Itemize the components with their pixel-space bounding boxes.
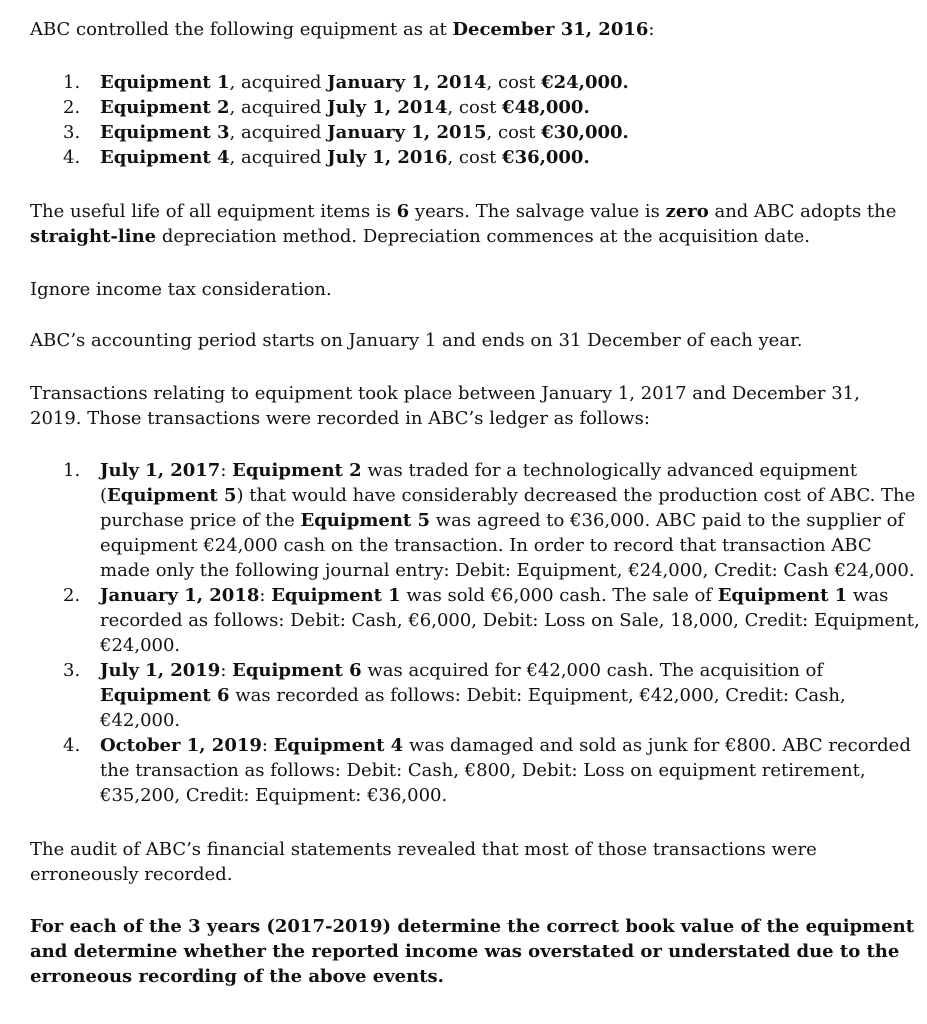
- transaction-item: 1. July 1, 2017: Equipment 2 was traded for a technologically advanced equipment (Equipment 5) that would have considerably decreased the production cost of ABC. The purchase price of the Equipment 5 was agreed to €36,000. ABC paid to the supplier of equipment €24,000 cash on the transaction. In order to record that transaction ABC made only the following journal entry: Debit: Equipment, €24,000, Credit: Cash €24,000.: [63, 460, 916, 581]
- transactions-intro: Transactions relating to equipment took place between January 1, 2017 and December 31, 2019. Those transactions were recorded in ABC’s ledger as follows:: [30, 383, 860, 429]
- intro-paragraph: ABC controlled the following equipment as at December 31, 2016:: [30, 19, 655, 40]
- transaction-item: 4. October 1, 2019: Equipment 4 was damaged and sold as junk for €800. ABC recorded the transaction as follows: Debit: Cash, €800, Debit: Loss on equipment retirement, €35,200, Credit: Equipment: €36,000.: [63, 735, 911, 806]
- transaction-item: 3. July 1, 2019: Equipment 6 was acquired for €42,000 cash. The acquisition of Equipment 6 was recorded as follows: Debit: Equipment, €42,000, Credit: Cash, €42,000.: [63, 660, 846, 731]
- question-paragraph: For each of the 3 years (2017-2019) determine the correct book value of the equipment and determine whether the reported income was overstated or understated due to the erroneous recording of the above events.: [30, 916, 915, 987]
- equipment-item: 3. Equipment 3, acquired January 1, 2015, cost €30,000.: [63, 122, 629, 143]
- equipment-item: 1. Equipment 1, acquired January 1, 2014, cost €24,000.: [63, 72, 629, 93]
- intro-date: December 31, 2016: [452, 19, 649, 40]
- useful-life-paragraph: The useful life of all equipment items is 6 years. The salvage value is zero and ABC adopts the straight-line depreciation method. Depreciation commences at the acquisition date.: [30, 201, 897, 247]
- audit-paragraph: The audit of ABC’s financial statements revealed that most of those transactions were erroneously recorded.: [30, 839, 817, 885]
- equipment-list: [30, 70, 920, 170]
- period-note: ABC’s accounting period starts on January 1 and ends on 31 December of each year.: [30, 330, 803, 351]
- transactions-list: [30, 458, 920, 808]
- tax-note: Ignore income tax consideration.: [30, 279, 332, 300]
- equipment-item: 4. Equipment 4, acquired July 1, 2016, cost €36,000.: [63, 147, 590, 168]
- intro-lead: ABC controlled the following equipment as at: [30, 19, 453, 40]
- equipment-item: 2. Equipment 2, acquired July 1, 2014, cost €48,000.: [63, 97, 590, 118]
- transaction-item: 2. January 1, 2018: Equipment 1 was sold €6,000 cash. The sale of Equipment 1 was recorded as follows: Debit: Cash, €6,000, Debit: Loss on Sale, 18,000, Credit: Equipment, €24,000.: [63, 585, 920, 656]
